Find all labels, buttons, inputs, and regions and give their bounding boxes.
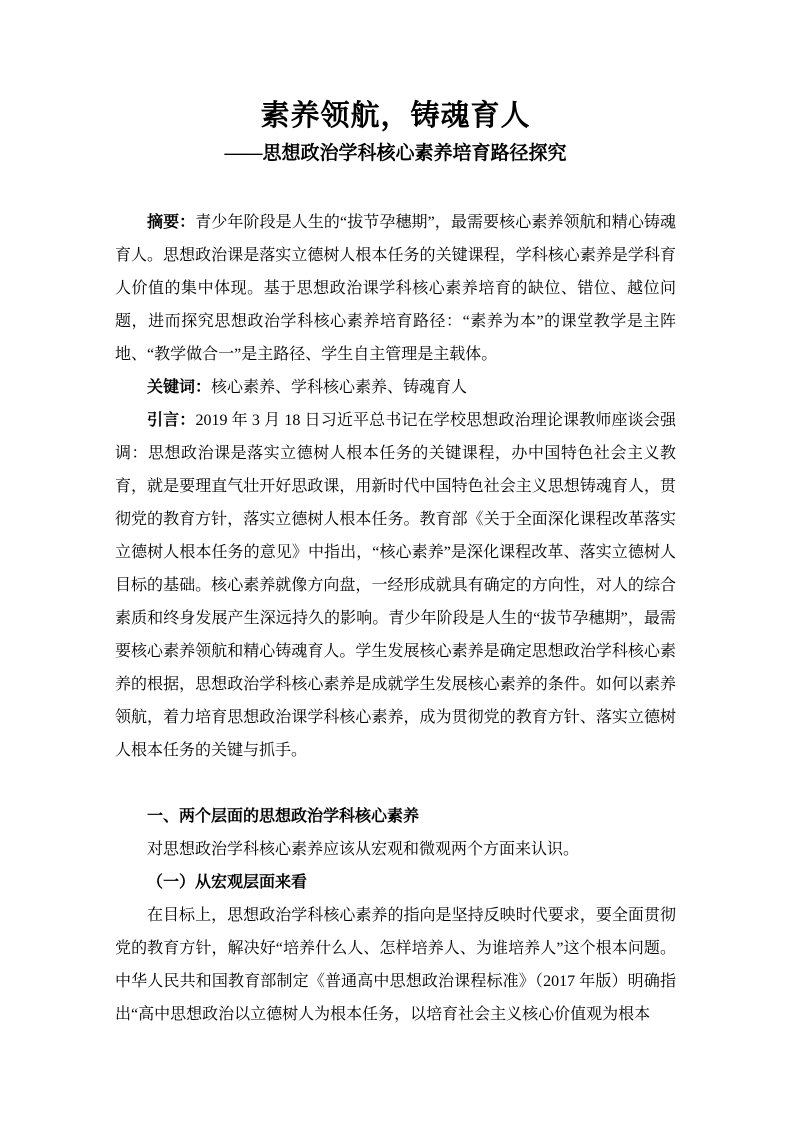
abstract-label: 摘要： bbox=[147, 214, 196, 231]
keywords-paragraph bbox=[115, 371, 676, 404]
document-body bbox=[115, 206, 676, 1031]
section-1-1-heading: （一）从宏观层面来看 bbox=[147, 874, 308, 891]
introduction-label: 引言： bbox=[147, 412, 196, 429]
introduction-text: 2019 年 3 月 18 日习近平总书记在学校思想政治理论课教师座谈会强调：思想政治课是落实立德树人根本任务的关键课程，办中国特色社会主义教育，就是要理直气壮开好思政课，用新时代中国特色社会主义思想铸魂育人，贯彻党的教育方针，落实立德树人根本任务。教育部《关于全面深化课程改革落实立德树人根本任务的意见》中指出，“核心素养”是深化课程改革、落实立德树人目标的基础。核心素养就像方向盘，一经形成就具有确定的方向性，对人的综合素质和终身发展产生深远持久的影响。青少年阶段是人生的“拔节孕穗期”，最需要核心素养领航和精心铸魂育人。学生发展核心素养是确定思想政治学科核心素养的根据，思想政治学科核心素养是成就学生发展核心素养的条件。如何以素养领航，着力培育思想政治课学科核心素养，成为贯彻党的教育方针、落实立德树人根本任务的关键与抓手。 bbox=[115, 412, 676, 759]
introduction-paragraph bbox=[115, 404, 676, 767]
document-subtitle: ——思想政治学科核心素养培育路径探究 bbox=[224, 143, 567, 164]
section-1-paragraph: 对思想政治学科核心素养应该从宏观和微观两个方面来认识。 bbox=[147, 841, 580, 858]
keywords-text: 核心素养、学科核心素养、铸魂育人 bbox=[211, 379, 468, 396]
section-1-heading: 一、两个层面的思想政治学科核心素养 bbox=[147, 808, 420, 825]
document-title: 素养领航，铸魂育人 bbox=[260, 100, 531, 132]
keywords-label: 关键词： bbox=[147, 379, 212, 396]
section-1-1-paragraph: 在目标上，思想政治学科核心素养的指向是坚持反映时代要求，要全面贯彻党的教育方针，解决好“培养什么人、怎样培养人、为谁培养人”这个根本问题。中华人民共和国教育部制定《普通高中思想政治课程标准》（2017 年版）明确指出“高中思想政治以立德树人为根本任务，以培育社会主义核心价值观为根本 bbox=[115, 907, 676, 1023]
abstract-paragraph bbox=[115, 206, 676, 371]
abstract-text: 青少年阶段是人生的“拔节孕穗期”，最需要核心素养领航和精心铸魂育人。思想政治课是落实立德树人根本任务的关键课程，学科核心素养是学科育人价值的集中体现。基于思想政治课学科核心素养培育的缺位、错位、越位问题，进而探究思想政治学科核心素养培育路径：“素养为本”的课堂教学是主阵地、“教学做合一”是主路径、学生自主管理是主载体。 bbox=[115, 214, 676, 363]
